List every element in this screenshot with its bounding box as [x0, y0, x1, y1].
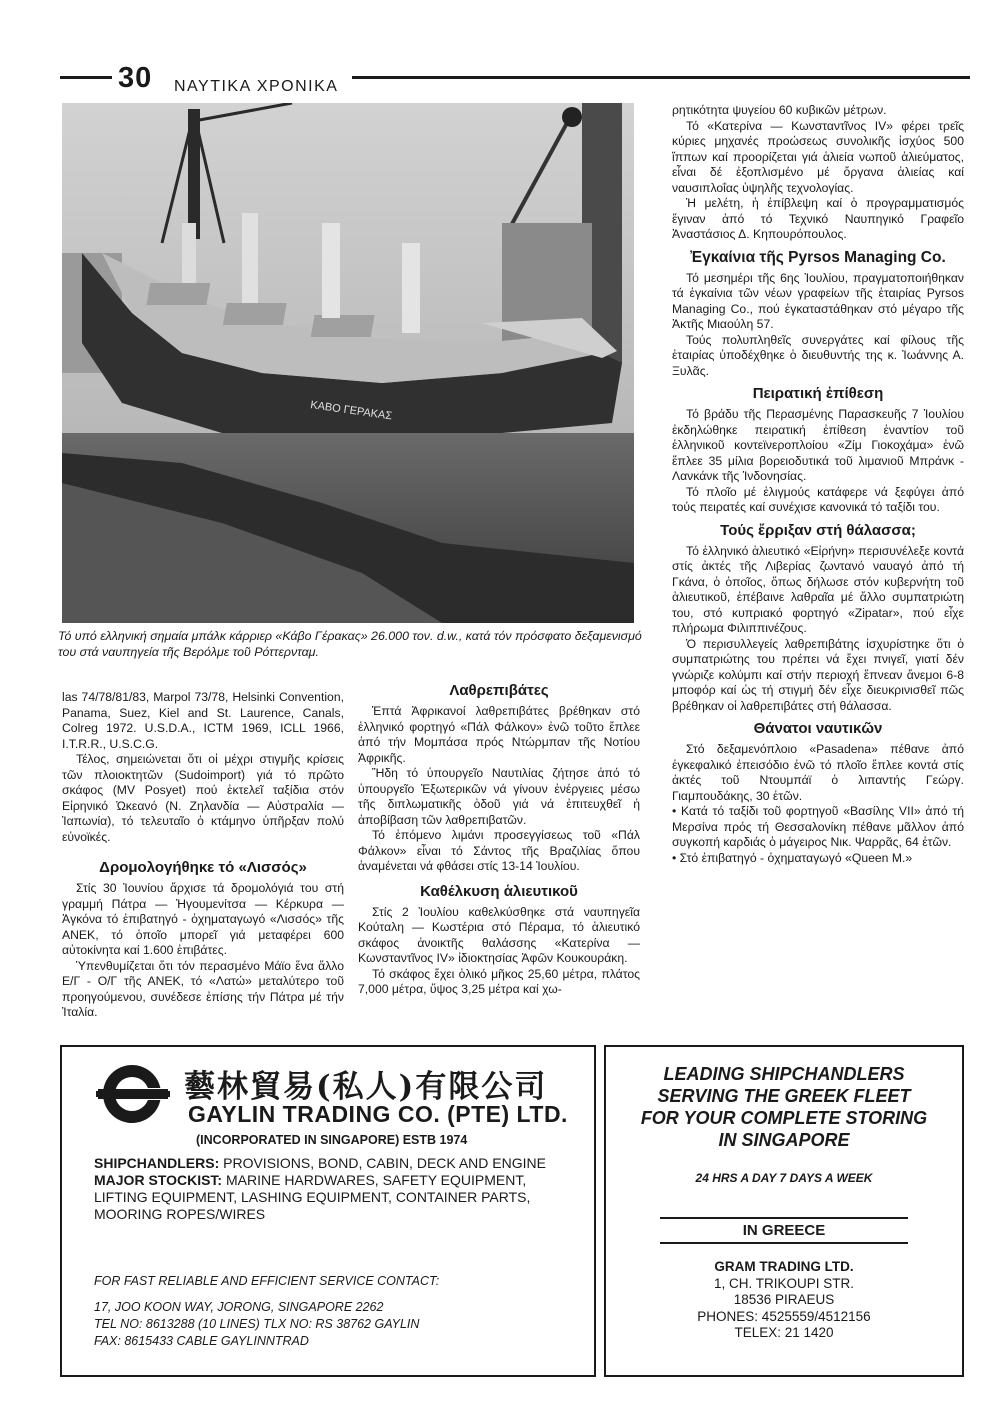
stockist-text-2: LIFTING EQUIPMENT, LASHING EQUIPMENT, CONTAINER PARTS, MOORING ROPES/WIRES — [94, 1189, 531, 1222]
lato-paragraph: Ὑπενθυμίζεται ὅτι τόν περασμένο Μάϊο ἕνα ἄλλο Ε/Γ - Ο/Γ τῆς ΑΝΕΚ, τό «Λατώ» μεταλύτερο τοῦ προηγούμενου, συνέδεσε ἐπίσης τήν Πάτρα μέ τήν Ἰταλία. — [62, 958, 344, 1019]
launch-paragraph-2: Τό σκάφος ἔχει ὁλικό μῆκος 25,60 μέτρα, πλάτος 7,000 μέτρα, ὕψος 3,25 μέτρα καί χω- — [358, 966, 640, 996]
gaylin-services — [94, 1155, 584, 1223]
shipchandlers-label: SHIPCHANDLERS: — [94, 1155, 220, 1171]
column-left — [62, 690, 344, 1021]
slogan-line-1: LEADING SHIPCHANDLERS — [663, 1064, 905, 1084]
capacity-paragraph: ρητικότητα ψυγείου 60 κυβικῶν μέτρων. — [672, 103, 887, 117]
ship-photo — [62, 103, 634, 623]
headline-lissos: Δρομολογήθηκε τό «Λισσός» — [99, 859, 307, 876]
deaths-paragraph-1: Στό δεξαμενόπλοιο «Pasadena» πέθανε ἀπό ἐγκεφαλικό ἐπεισόδιο ἐνῶ τό πλοῖο ἔπλεε κοντά στίς ἀκτές τοῦ Ντουμπάϊ ὁ λιπαντής Γεώργ. Γιαμπουδάκης, 30 ἐτῶν. — [672, 742, 964, 803]
headline-pirate-attack: Πειρατική ἐπίθεση — [752, 385, 884, 402]
gram-trading-telex: TELEX: 21 1420 — [734, 1325, 834, 1340]
ship-hull-name: ΚΑΒΟ ΓΕΡΑΚΑΣ — [309, 399, 393, 423]
photo-caption: Τό υπό ελληνική σημαία μπάλκ κάρριερ «Κάβο Γέρακας» 26.000 τον. d.w., κατά τόν πρόσφατο δεξαμενισμό του στά ναυπηγεία τῆς Βερόλμε τοῦ Ρόττερνταμ. — [58, 629, 642, 659]
engines-paragraph: Τό «Κατερίνα — Κωνσταντῖνος IV» φέρει τρεῖς κύριες μηχανές προώσεως συνολικῆς ἰσχύος 500 ἵππων καί προορίζεται γιά ἁλιεία νωποῦ ἁλιεύματος, εἶναι δέ ἐξοπλισμένο μέ ὄργανα ἁλιείας καί ναυσιπλοΐας ὑψηλῆς τεχνολογίας. — [672, 118, 964, 195]
gaylin-contact-details — [94, 1299, 584, 1350]
overboard-paragraph-2: Ὁ περισυλλεγείς λαθρεπιβάτης ἰσχυρίστηκε ὅτι ὁ συμπατριώτης του πρέπει νά ἔχει πνιγεῖ, γιατί δέν γνώριζε κολύμπι καί στήν περιοχή ἔπνεαν ἄνεμοι 6-8 μποφόρ καί ὡς τή στιγμή δέν εἶχε διευκρινισθεῖ πῶς βρέθηκαν οἱ λαθρεπιβάτες στή θάλασσα. — [672, 636, 964, 713]
gaylin-company-name: GAYLIN TRADING CO. (PTE) LTD. — [188, 1101, 568, 1127]
stowaways-paragraph-1: Ἑπτά Ἀφρικανοί λαθρεπιβάτες βρέθηκαν στό ἑλληνικό φορτηγό «Πάλ Φάλκον» ἐνῶ τοῦτο ἔπλεε ἀπό τήν Μομπάσα πρός Ντώρμπαν τῆς Νοτίου Ἀφρικῆς. — [358, 704, 640, 765]
gram-trading-street: 1, CH. TRIKOUPI STR. — [713, 1275, 855, 1291]
header-rule-left — [60, 76, 112, 79]
slogan-line-3: FOR YOUR COMPLETE STORING — [640, 1108, 928, 1128]
page-number: 30 — [118, 62, 153, 94]
column-right — [672, 103, 964, 866]
slogan-line-2: SERVING THE GREEK FLEET — [657, 1086, 911, 1106]
gram-trading-name: GRAM TRADING LTD. — [714, 1259, 854, 1274]
column-middle — [358, 676, 640, 998]
slogan-line-4: IN SINGAPORE — [718, 1130, 850, 1150]
stockist-label: MAJOR STOCKIST: — [94, 1172, 223, 1188]
service-hours: 24 HRS A DAY 7 DAYS A WEEK — [695, 1171, 873, 1185]
publication-title: ΝΑΥΤΙΚΑ ΧΡΟΝΙΚΑ — [174, 78, 339, 95]
pirate-paragraph-2: Τό πλοῖο μέ ἑλιγμούς κατάφερε νά ξεφύγει ἀπό τούς πειρατές καί συνέχισε κανονικά τό ταξίδι του. — [672, 484, 964, 514]
gram-trading-phones: PHONES: 4525559/4512156 — [697, 1308, 871, 1324]
gram-trading-address — [614, 1259, 954, 1342]
sudoimport-paragraph: Τέλος, σημειώνεται ὅτι οἱ μέχρι στιγμῆς κρίσεις τῶν πλοιοκτητῶν (Sudoimport) γιά τό πρῶτο σκάφος (MV Posyet) πού ἐκτελεῖ ταξίδια στόν Εἰρηνικό Ὠκεανό (Ν. Ζηλανδία — Αὐστραλία — Ἰαπωνία), τό τελευταῖο ὁ κτάμηνο ὑπῆρξαν πολύ εὐνοϊκές. — [62, 752, 344, 844]
gaylin-address: 17, JOO KOON WAY, JORONG, SINGAPORE 2262 — [94, 1300, 384, 1314]
lissos-paragraph: Στίς 30 Ἰουνίου ἄρχισε τά δρομολόγιά του στή γραμμή Πάτρα — Ἠγουμενίτσα — Κέρκυρα — Ἀγκόνα τό ἐπιβατηγό - ὀχηματαγωγό «Λισσός» τῆς ΑΝΕΚ, τό ὁποῖο μπορεῖ γιά μεταφέρει 600 αὐτοκίνητα καί 1.600 ἐπιβάτες. — [62, 881, 344, 957]
headline-pyrsos: Ἐγκαίνια τῆς Pyrsos Managing Co. — [690, 248, 946, 266]
header-rule-right — [352, 76, 970, 79]
shipchandlers-text: PROVISIONS, BOND, CABIN, DECK AND ENGINE — [223, 1155, 546, 1171]
pyrsos-paragraph-2: Τούς πολυπληθεῖς συνεργάτες καί φίλους τῆς ἑταιρίας ὑποδέχθηκε ὁ διευθυντής της κ. Ἰωάννης Α. Ξυλᾶς. — [672, 332, 964, 378]
gaylin-contact-heading: FOR FAST RELIABLE AND EFFICIENT SERVICE CONTACT: — [94, 1274, 440, 1288]
deaths-paragraph-2: • Κατά τό ταξίδι τοῦ φορτηγοῦ «Βασίλης VII» ἀπό τή Μερσίνα πρός τή Θεσσαλονίκη πέθανε μᾶλλον ἀπό συγκοπή καρδιάς ὁ μάγειρος Νικ. Ψαρρᾶς, 64 ἐτῶν. — [672, 804, 964, 849]
gaylin-telephone: TEL NO: 8613288 (10 LINES) TLX NO: RS 38762 GAYLIN — [94, 1317, 420, 1331]
headline-thrown-overboard: Τούς ἔρριξαν στή θάλασσα; — [720, 521, 916, 539]
pirate-paragraph-1: Τό βράδυ τῆς Περασμένης Παρασκευῆς 7 Ἰουλίου ἐκδηλώθηκε πειρατική ἐπίθεση ἐναντίον τοῦ ἑλληνικοῦ κοντεϊνεροπλοίου «Ζίμ Γιοκοχάμα» ἐνῶ ἔπλεε 35 μίλια βορειοδυτικά τοῦ λιμανιοῦ Μπράνκ - Λανκάνκ τῆς Ἰνδονησίας. — [672, 407, 964, 483]
launch-paragraph-1: Στίς 2 Ἰουλίου καθελκύσθηκε στά ναυπηγεῖα Κούταλη — Κωστέρια στό Πέραμα, τό ἁλιευτικό σκάφος ἀνοικτῆς θαλάσσης «Κατερίνα — Κωνσταντῖνος IV» ἰδιοκτησίας Ἀφῶν Κουκουράκη. — [358, 904, 640, 965]
leading-shipchandlers-slogan — [614, 1063, 954, 1151]
gaylin-advertisement — [60, 1045, 596, 1377]
headline-launch: Καθέλκυση ἁλιευτικοῦ — [420, 882, 578, 900]
headline-seamen-deaths: Θάνατοι ναυτικῶν — [753, 720, 883, 737]
pyrsos-paragraph-1: Τό μεσημέρι τῆς 6ης Ἰουλίου, πραγματοποιήθηκαν τά ἐγκαίνια τῶν νέων γραφείων τῆς ἑταιρίας Pyrsos Managing Co., πού ἐγκαταστάθηκαν στό μέγαρο τῆς Ἀκτῆς Μιαούλη 57. — [672, 270, 964, 331]
stowaways-paragraph-3: Τό ἑπόμενο λιμάνι προσεγγίσεως τοῦ «Πάλ Φάλκον» εἶναι τό Σάντος τῆς Βραζιλίας ὅπου ἀναμένεται νά φθάσει στίς 13-14 Ἰουλίου. — [358, 828, 640, 873]
gram-trading-city: 18536 PIRAEUS — [733, 1292, 835, 1307]
gaylin-chinese-name: 藝林貿易(私人)有限公司 — [184, 1069, 548, 1105]
ship-photo-illustration — [62, 103, 634, 623]
conventions-paragraph: las 74/78/81/83, Marpol 73/78, Helsinki Convention, Panama, Suez, Kiel and St. Laurence, Canals, Colreg 1972. U.S.D.A., ICTM 1969, ICLL 1966, I.T.R.R., U.S.C.G. — [62, 690, 344, 751]
greece-agent-advertisement — [604, 1045, 964, 1377]
stowaways-paragraph-2: Ἤδη τό ὑπουργεῖο Ναυτιλίας ζήτησε ἀπό τό ὑπουργεῖο Ἐξωτερικῶν νά γίνουν ἐνέργειες μέσω τῆς διπλωματικῆς ὁδοῦ γιά νά ἐπιτευχθεῖ ἡ ἀποβίβαση τῶν λαθρεπιβατῶν. — [358, 766, 640, 827]
gaylin-incorporation: (INCORPORATED IN SINGAPORE) ESTB 1974 — [196, 1133, 468, 1147]
deaths-paragraph-3: • Στό ἐπιβατηγό - ὀχηματαγωγό «Queen M.» — [672, 850, 913, 865]
gaylin-logo-icon — [96, 1061, 170, 1127]
gaylin-fax: FAX: 8615433 CABLE GAYLINNTRAD — [94, 1334, 309, 1348]
overboard-paragraph-1: Τό ἑλληνικό ἁλιευτικό «Εἰρήνη» περισυνέλεξε κοντά στίς ἀκτές τῆς Λιβερίας ζωντανό ναυαγό ἀπό τή Γκάνα, ὁ ὁποῖος, ὅπως δήλωσε στόν κυβερνήτη τοῦ ἁλιευτικοῦ, ἐπέβαινε λαθραῖα μέ ἄλλο συμπατριώτη του, στό κυπριακό φορτηγό «Zipatar», πού εἶχε πλήρωμα Φιλιππινέζους. — [672, 543, 964, 635]
in-greece-banner: IN GREECE — [660, 1217, 908, 1244]
headline-stowaways: Λαθρεπιβάτες — [449, 682, 549, 699]
study-paragraph: Ἡ μελέτη, ἡ ἐπίβλεψη καί ὁ προγραμματισμός ἔγιναν ἀπό τό Τεχνικό Ναυπηγικό Γραφεῖο Ἀναστάσιος Δ. Κηπουρόπουλος. — [672, 196, 964, 241]
stockist-text: MARINE HARDWARES, SAFETY EQUIPMENT, — [225, 1172, 527, 1188]
